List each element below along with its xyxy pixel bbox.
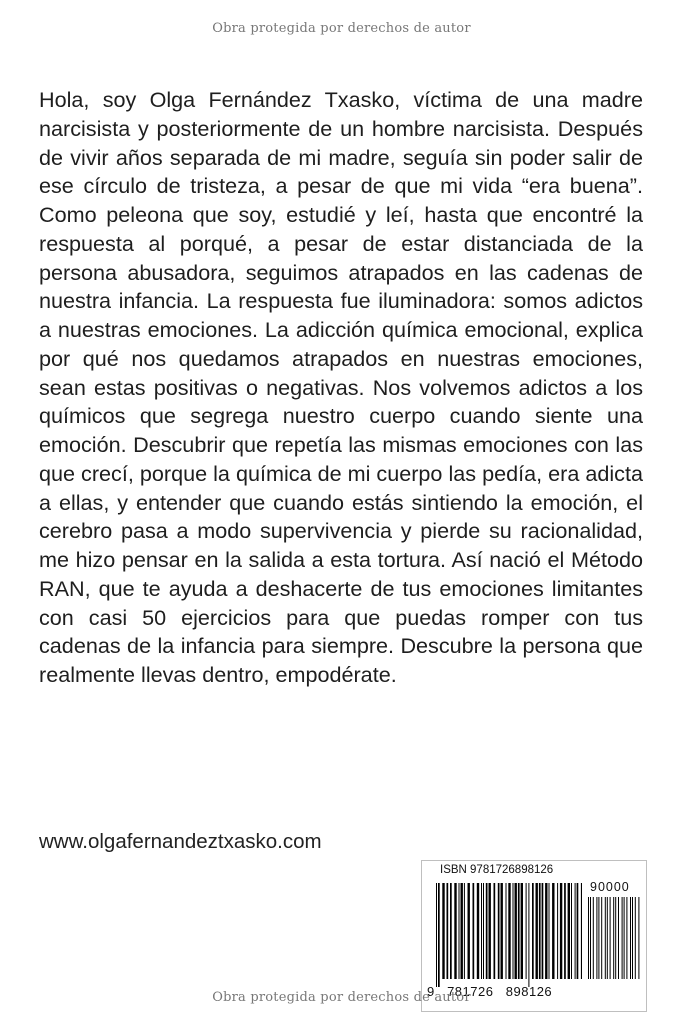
author-website: www.olgafernandeztxasko.com (39, 830, 322, 853)
ean13-barcode (436, 883, 582, 987)
price-code: 90000 (590, 880, 630, 894)
copyright-watermark-top: Obra protegida por derechos de autor (212, 21, 471, 36)
price-addon-barcode (588, 897, 640, 987)
isbn-label: ISBN 9781726898126 (440, 864, 554, 876)
barcode-digits: 9 781726 898126 (427, 984, 553, 999)
back-cover-description: Hola, soy Olga Fernández Txasko, víctima de una madre narcisista y posteriormente de un hombre narcisista. Después de vivir años separada de mi madre, seguía sin poder salir de ese círculo de tristeza, a pesar de que mi vida “era buena”. Como peleona que soy, estudié y leí, hasta que encontré la respuesta al porqué, a pesar de estar distanciada de la persona abusadora, seguimos atrapados en las cadenas de nuestra infancia. La respuesta fue iluminadora: somos adictos a nuestras emociones. La adicción química emocional, explica por qué nos quedamos atrapados en nuestras emociones, sean estas positivas o negativas. Nos volvemos adictos a los químicos que segrega nuestro cuerpo cuando siente una emoción. Descubrir que repetía las mismas emociones con las que crecí, porque la química de mi cuerpo las pedía, era adicta a ellas, y entender que cuando estás sintiendo la emoción, el cerebro pasa a modo supervivencia y pierde su racionalidad, me hizo pensar en la salida a esta tortura. Así nació el Método RAN, que te ayuda a deshacerte de tus emociones limitantes con casi 50 ejercicios para que puedas romper con tus cadenas de la infancia para siempre. Descubre la persona que realmente llevas dentro, empodérate. (39, 87, 643, 687)
copyright-watermark-bottom: Obra protegida por derechos de autor (212, 990, 471, 1005)
